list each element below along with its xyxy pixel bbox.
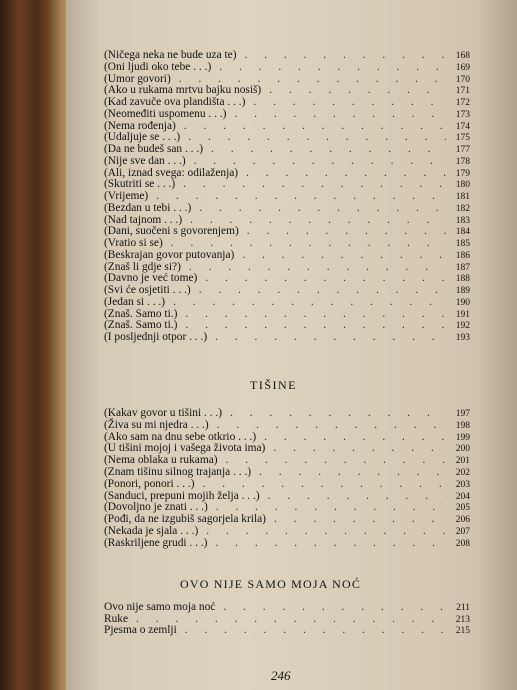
toc-entry-title: (Ponori, ponori . . .) bbox=[104, 477, 195, 490]
toc-entry-title: (Ako sam na dnu sebe otkrio . . .) bbox=[104, 430, 257, 443]
toc-entry-title: Ovo nije samo moja noć bbox=[104, 601, 216, 613]
toc-entry-title: (Bezdan u tebi . . .) bbox=[104, 201, 192, 214]
toc-entry-title: (Neomeđiti uspomenu . . .) bbox=[104, 107, 227, 120]
toc-entry-page: 186 bbox=[455, 250, 470, 261]
toc-entry-title: (Ničega neka ne bude uza te) bbox=[104, 49, 237, 61]
toc-entry-page: 206 bbox=[455, 515, 470, 526]
toc-entry-page: 198 bbox=[455, 420, 470, 431]
toc-entry-title: (Umor govori) bbox=[104, 72, 171, 85]
toc-entry-page: 181 bbox=[455, 192, 470, 202]
toc-entry-title: (Ako u rukama mrtvu bajku nosiš) bbox=[104, 84, 262, 97]
page-number: 246 bbox=[271, 668, 291, 683]
toc-entry-page: 170 bbox=[455, 74, 470, 85]
toc-entry-title: (I posljednji otpor . . .) bbox=[104, 331, 208, 343]
toc-entry-page: 172 bbox=[455, 98, 470, 108]
toc-entry-title: (Znaš li gdje si?) bbox=[104, 260, 181, 273]
toc-entry-title: (Znaš. Samo ti.) bbox=[104, 307, 178, 320]
toc-entry-title: (Davno je već tome) bbox=[104, 272, 198, 285]
toc-entry-page: 203 bbox=[455, 479, 470, 490]
toc-entry-page: 178 bbox=[455, 156, 470, 167]
toc-entry-page: 200 bbox=[455, 444, 470, 455]
toc-entry bbox=[104, 623, 470, 637]
toc-entry-title: (Nekada je sjala . . .) bbox=[104, 525, 199, 537]
section-heading-tisine: TIŠINE bbox=[250, 378, 297, 392]
toc-entry-title: (U tišini mojoj i vašega života ima) bbox=[104, 442, 266, 455]
toc-entry-page: 202 bbox=[455, 468, 470, 478]
dot-leader bbox=[207, 330, 446, 344]
toc-entry-title: (Udaljuje se . . .) bbox=[104, 131, 181, 144]
toc-entry-title: (Vrijeme) bbox=[104, 190, 149, 202]
toc-entry bbox=[104, 330, 470, 344]
toc-entry-page: 169 bbox=[455, 62, 470, 73]
toc-entry-page: 193 bbox=[455, 333, 470, 343]
toc-entry-page: 180 bbox=[455, 180, 470, 191]
toc-entry-title: (Sanduci, prepuni mojih želja . . .) bbox=[104, 489, 260, 502]
toc-entry-page: 168 bbox=[455, 51, 470, 61]
toc-entry-page: 189 bbox=[455, 286, 470, 296]
toc-entry bbox=[104, 536, 470, 550]
toc-entry-title: (Nad tajnom . . .) bbox=[104, 213, 183, 226]
toc-entry-page: 197 bbox=[455, 409, 470, 419]
toc-entry-page: 192 bbox=[455, 321, 470, 332]
toc-entry-page: 215 bbox=[455, 626, 470, 636]
toc-entry-title: (Kakav govor u tišini . . .) bbox=[104, 407, 222, 419]
toc-entry-title: (Dovoljno je znati . . .) bbox=[104, 501, 208, 514]
toc-entry-title: (Znaš. Samo ti.) bbox=[104, 319, 178, 332]
toc-entry-title: (Pođi, da ne izgubiš sagorjela krila) bbox=[104, 513, 266, 526]
toc-entry-title: (Živa su mi njedra . . .) bbox=[104, 418, 209, 431]
toc-entry-page: 185 bbox=[455, 239, 470, 249]
toc-entry-page: 191 bbox=[455, 309, 470, 320]
toc-entry-title: (Nema rođenja) bbox=[104, 119, 176, 132]
toc-entry-title: (Kad zavuče ova plandišta . . .) bbox=[104, 96, 246, 108]
toc-entry-page: 201 bbox=[455, 456, 470, 467]
toc-entry-title: (Raskriljene grudi . . .) bbox=[104, 536, 208, 549]
section-heading-ovo-nije-samo-moja-noc: OVO NIJE SAMO MOJA NOĆ bbox=[180, 577, 362, 591]
toc-entry-title: (Dani, suočeni s govorenjem) bbox=[104, 225, 239, 238]
toc-entry-title: (Jedan si . . .) bbox=[104, 295, 166, 308]
toc-entry-page: 179 bbox=[455, 168, 470, 179]
toc-entry-page: 213 bbox=[455, 614, 470, 625]
toc-entry-page: 177 bbox=[455, 145, 470, 155]
toc-entry-page: 188 bbox=[455, 274, 470, 285]
toc-entry-page: 208 bbox=[455, 538, 470, 549]
toc-entry-title: (Beskrajan govor putovanja) bbox=[104, 248, 235, 261]
dot-leader bbox=[207, 536, 446, 550]
toc-entry-page: 211 bbox=[456, 603, 470, 613]
toc-entry-title: Ruke bbox=[104, 612, 129, 625]
toc-entry-title: (Skutriti se . . .) bbox=[104, 178, 176, 191]
toc-entry-title: (Znam tišinu silnog trajanja . . .) bbox=[104, 466, 252, 478]
toc-entry-title: Pjesma o zemlji bbox=[104, 624, 177, 636]
toc-entry-page: 183 bbox=[455, 215, 470, 226]
toc-entry-page: 171 bbox=[455, 86, 470, 97]
toc-entry-page: 190 bbox=[455, 297, 470, 308]
toc-entry-page: 204 bbox=[455, 491, 470, 502]
toc-entry-title: (Oni ljudi oko tebe . . .) bbox=[104, 60, 212, 73]
toc-entry-page: 187 bbox=[455, 262, 470, 273]
toc-entry-page: 182 bbox=[455, 203, 470, 214]
toc-entry-title: (Da ne budeš san . . .) bbox=[104, 143, 204, 155]
toc-entry-page: 199 bbox=[455, 432, 470, 443]
toc-entry-title: (Svi će osjetiti . . .) bbox=[104, 284, 191, 296]
toc-entry-title: (Vratio si se) bbox=[104, 237, 163, 249]
toc-entry-page: 174 bbox=[455, 121, 470, 132]
toc-entry-title: (Nije sve dan . . .) bbox=[104, 154, 186, 167]
dot-leader bbox=[177, 623, 446, 637]
toc-entry-title: (Ali, iznad svega: odilaženja) bbox=[104, 166, 239, 179]
toc-entry-page: 207 bbox=[455, 527, 470, 537]
toc-entry-title: (Nema oblaka u rukama) bbox=[104, 454, 218, 467]
toc-entry-page: 175 bbox=[455, 133, 470, 144]
toc-entry-page: 205 bbox=[455, 503, 470, 514]
toc-entry-page: 173 bbox=[455, 109, 470, 120]
toc-entry-page: 184 bbox=[455, 227, 470, 238]
